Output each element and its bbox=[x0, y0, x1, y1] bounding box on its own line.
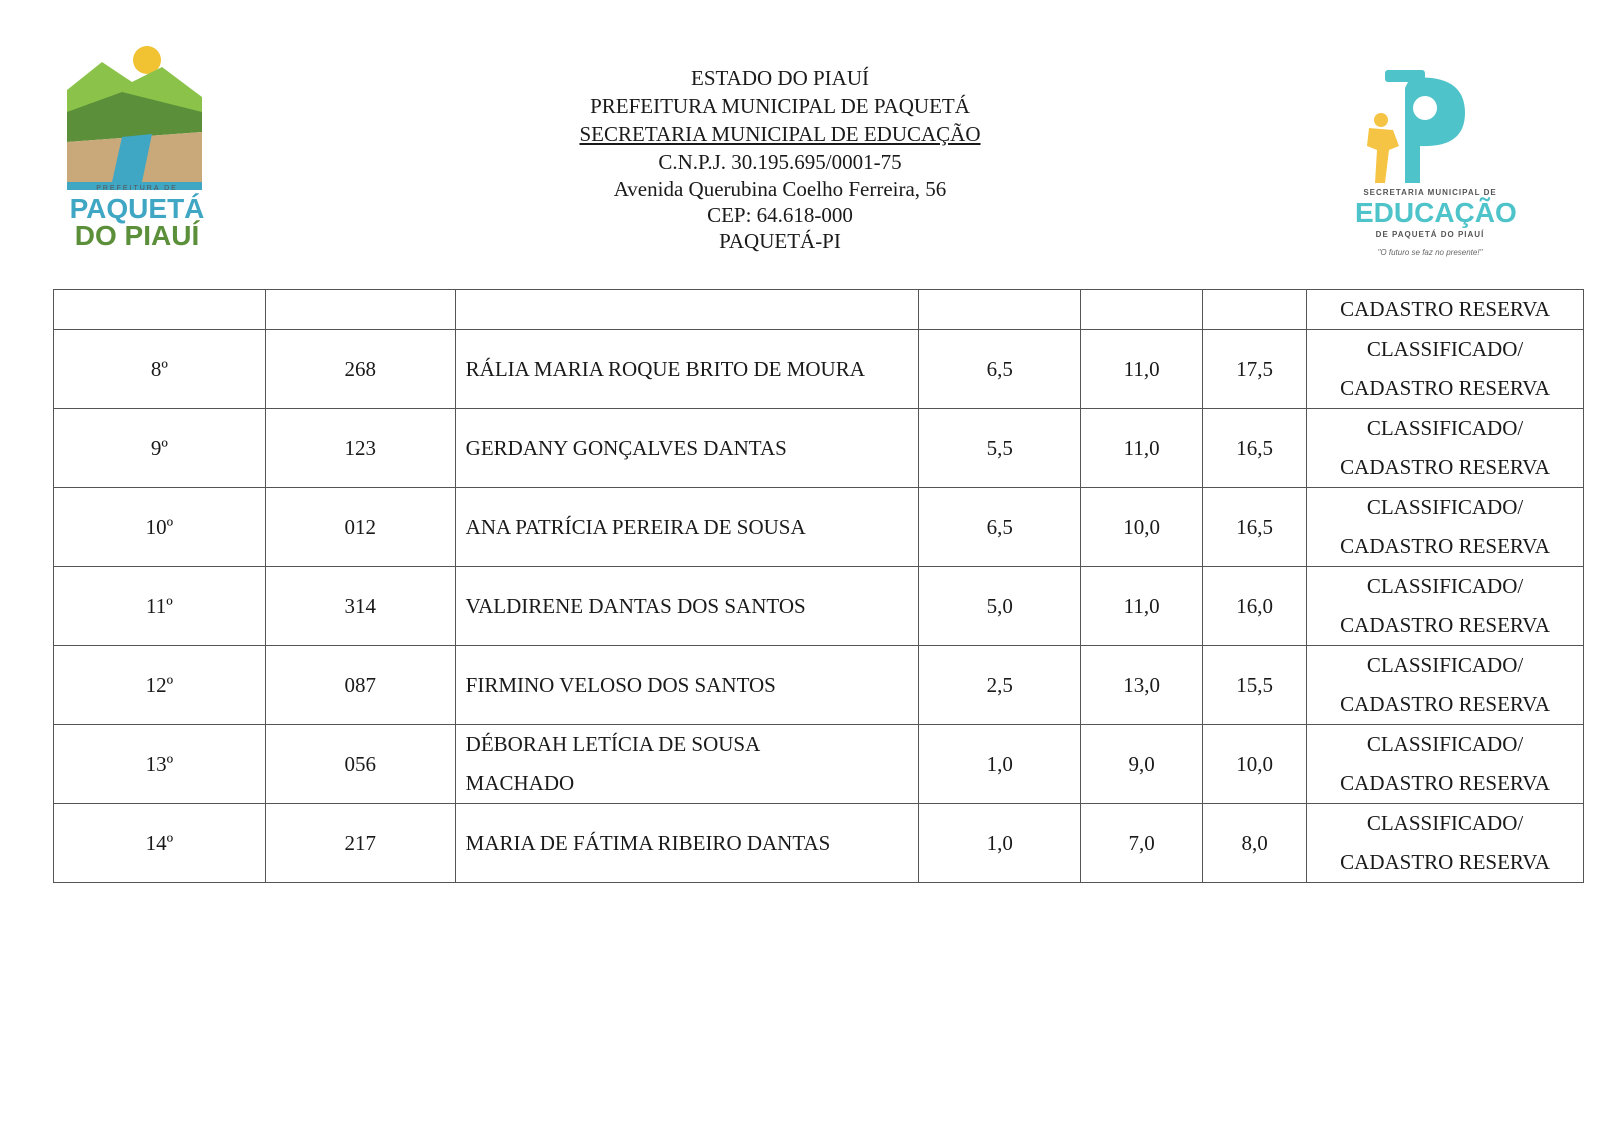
situation-line-2: CADASTRO RESERVA bbox=[1340, 534, 1550, 558]
situation-line-1: CLASSIFICADO/ bbox=[1366, 495, 1524, 519]
cell-situation bbox=[1307, 488, 1584, 567]
cell-empty bbox=[1081, 290, 1203, 330]
cell-registration: 268 bbox=[265, 330, 455, 409]
cell-situation bbox=[1307, 804, 1584, 883]
cell-empty bbox=[455, 290, 919, 330]
document-header bbox=[480, 64, 1080, 254]
logo-left-line2: DO PIAUÍ bbox=[74, 220, 200, 251]
table-row bbox=[54, 646, 1584, 725]
cell-score-2: 10,0 bbox=[1081, 488, 1203, 567]
cell-score-2: 11,0 bbox=[1081, 567, 1203, 646]
situation-line-1: CLASSIFICADO/ bbox=[1366, 732, 1524, 756]
cell-position: 13º bbox=[54, 725, 266, 804]
cell-registration: 056 bbox=[265, 725, 455, 804]
cell-position: 8º bbox=[54, 330, 266, 409]
cell-situation: CADASTRO RESERVA bbox=[1307, 290, 1584, 330]
cell-registration: 087 bbox=[265, 646, 455, 725]
cell-total: 17,5 bbox=[1203, 330, 1307, 409]
cell-situation bbox=[1307, 409, 1584, 488]
situation-line-2: CADASTRO RESERVA bbox=[1340, 455, 1550, 479]
cell-position: 12º bbox=[54, 646, 266, 725]
table-row bbox=[54, 488, 1584, 567]
cell-score-2: 13,0 bbox=[1081, 646, 1203, 725]
cell-registration: 314 bbox=[265, 567, 455, 646]
cell-position: 10º bbox=[54, 488, 266, 567]
cell-position: 9º bbox=[54, 409, 266, 488]
cell-score-1: 1,0 bbox=[919, 725, 1081, 804]
cell-empty bbox=[919, 290, 1081, 330]
cell-score-2: 11,0 bbox=[1081, 330, 1203, 409]
header-address: Avenida Querubina Coelho Ferreira, 56 bbox=[613, 177, 947, 201]
cell-situation bbox=[1307, 330, 1584, 409]
name-line-1: DÉBORAH LETÍCIA DE SOUSA bbox=[465, 732, 761, 756]
prefeitura-logo bbox=[62, 42, 212, 267]
cell-situation bbox=[1307, 646, 1584, 725]
situation-line-2: CADASTRO RESERVA bbox=[1340, 376, 1550, 400]
header-cep: CEP: 64.618-000 bbox=[707, 203, 853, 227]
cell-score-1: 5,5 bbox=[919, 409, 1081, 488]
situation-line-1: CLASSIFICADO/ bbox=[1366, 574, 1524, 598]
cell-position: 14º bbox=[54, 804, 266, 883]
cell-registration: 012 bbox=[265, 488, 455, 567]
cell-total: 16,5 bbox=[1203, 409, 1307, 488]
table-row bbox=[54, 804, 1584, 883]
cell-score-1: 6,5 bbox=[919, 330, 1081, 409]
situation-line-2: CADASTRO RESERVA bbox=[1340, 692, 1550, 716]
table-row bbox=[54, 409, 1584, 488]
cell-score-1: 5,0 bbox=[919, 567, 1081, 646]
cell-situation bbox=[1307, 725, 1584, 804]
cell-name: GERDANY GONÇALVES DANTAS bbox=[455, 409, 919, 488]
cell-total: 15,5 bbox=[1203, 646, 1307, 725]
cell-score-1: 1,0 bbox=[919, 804, 1081, 883]
cell-score-1: 6,5 bbox=[919, 488, 1081, 567]
cell-position: 11º bbox=[54, 567, 266, 646]
cell-name: MARIA DE FÁTIMA RIBEIRO DANTAS bbox=[455, 804, 919, 883]
table-row bbox=[54, 725, 1584, 804]
logo-right-slogan: "O futuro se faz no presente!" bbox=[1377, 248, 1483, 257]
cell-total: 10,0 bbox=[1203, 725, 1307, 804]
logo-left-small: PREFEITURA DE bbox=[96, 185, 178, 192]
header-state: ESTADO DO PIAUÍ bbox=[691, 66, 869, 90]
cell-empty bbox=[1203, 290, 1307, 330]
header-secretaria: SECRETARIA MUNICIPAL DE EDUCAÇÃO bbox=[579, 122, 981, 146]
situation-line-1: CLASSIFICADO/ bbox=[1366, 416, 1524, 440]
table-row bbox=[54, 290, 1584, 330]
cell-total: 16,0 bbox=[1203, 567, 1307, 646]
cell-total: 8,0 bbox=[1203, 804, 1307, 883]
cell-score-2: 11,0 bbox=[1081, 409, 1203, 488]
logo-left-line1: PAQUETÁ bbox=[69, 193, 205, 224]
cell-empty bbox=[54, 290, 266, 330]
cell-score-2: 9,0 bbox=[1081, 725, 1203, 804]
results-table bbox=[53, 289, 1584, 883]
situation-line-2: CADASTRO RESERVA bbox=[1340, 850, 1550, 874]
cell-name: ANA PATRÍCIA PEREIRA DE SOUSA bbox=[455, 488, 919, 567]
situation-line-1: CLASSIFICADO/ bbox=[1366, 337, 1524, 361]
secretaria-logo bbox=[1355, 58, 1535, 273]
cell-registration: 123 bbox=[265, 409, 455, 488]
cell-score-1: 2,5 bbox=[919, 646, 1081, 725]
table-row bbox=[54, 567, 1584, 646]
cell-situation bbox=[1307, 567, 1584, 646]
table-row bbox=[54, 330, 1584, 409]
cell-name: FIRMINO VELOSO DOS SANTOS bbox=[455, 646, 919, 725]
header-city: PAQUETÁ-PI bbox=[719, 229, 841, 253]
cell-empty bbox=[265, 290, 455, 330]
logo-right-small: SECRETARIA MUNICIPAL DE bbox=[1363, 188, 1497, 197]
cell-score-2: 7,0 bbox=[1081, 804, 1203, 883]
header-prefeitura: PREFEITURA MUNICIPAL DE PAQUETÁ bbox=[590, 94, 970, 118]
header-cnpj: C.N.P.J. 30.195.695/0001-75 bbox=[658, 150, 902, 174]
name-line-2: MACHADO bbox=[465, 771, 575, 795]
cell-name bbox=[455, 725, 919, 804]
logo-right-sub: DE PAQUETÁ DO PIAUÍ bbox=[1375, 230, 1485, 239]
logo-right-big: EDUCAÇÃO bbox=[1355, 197, 1517, 228]
situation-line-1: CLASSIFICADO/ bbox=[1366, 653, 1524, 677]
cell-registration: 217 bbox=[265, 804, 455, 883]
situation-line-1: CLASSIFICADO/ bbox=[1366, 811, 1524, 835]
cell-name: VALDIRENE DANTAS DOS SANTOS bbox=[455, 567, 919, 646]
cell-name: RÁLIA MARIA ROQUE BRITO DE MOURA bbox=[455, 330, 919, 409]
situation-line-2: CADASTRO RESERVA bbox=[1340, 771, 1550, 795]
situation-line-2: CADASTRO RESERVA bbox=[1340, 613, 1550, 637]
cell-total: 16,5 bbox=[1203, 488, 1307, 567]
